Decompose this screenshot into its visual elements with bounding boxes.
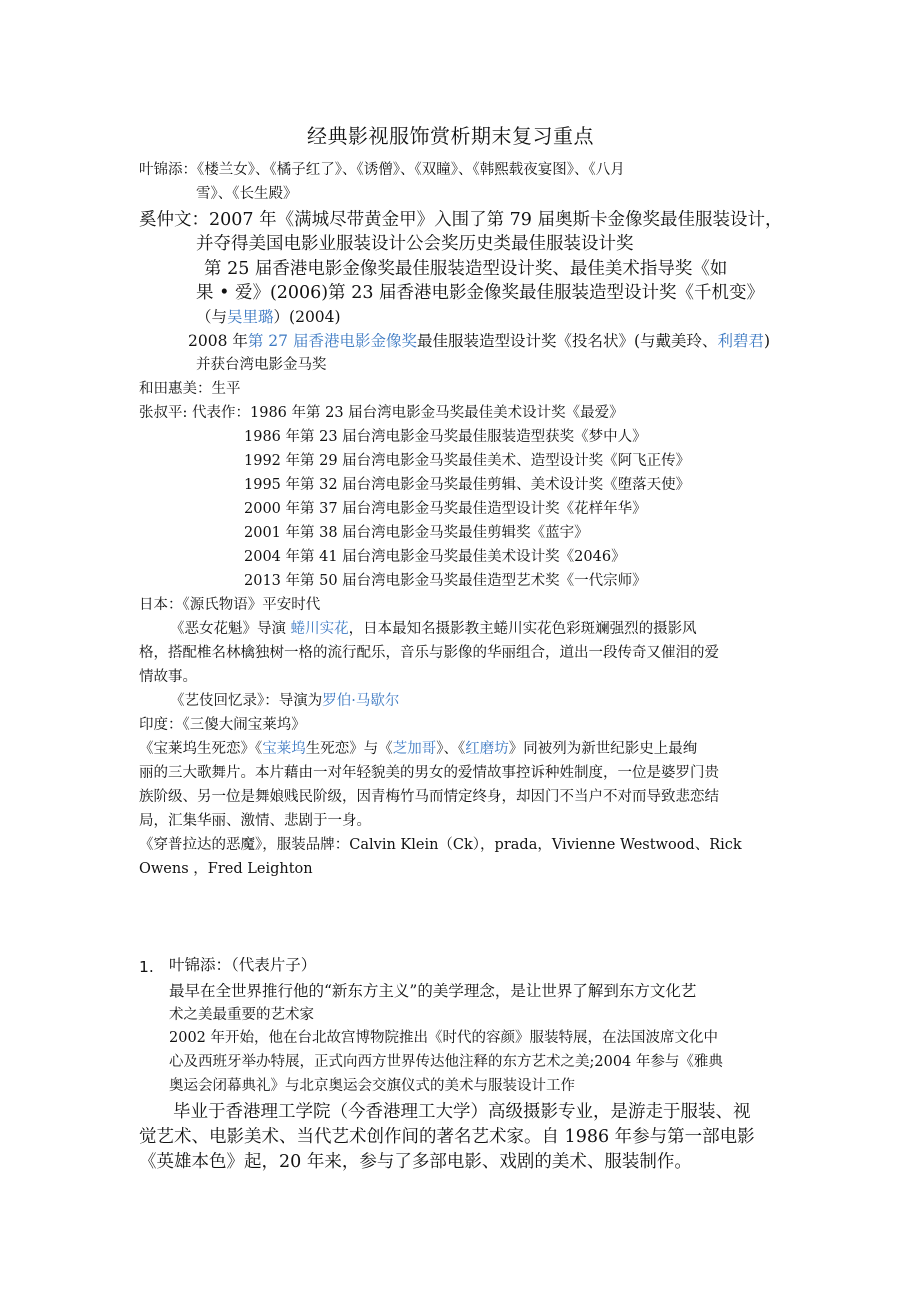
bollywood-text-c: 》、《 bbox=[436, 741, 466, 757]
wu-lilu-link[interactable]: 吴里璐 bbox=[227, 308, 274, 326]
geisha-line bbox=[170, 694, 399, 709]
bollywood-para-line-2: 丽的三大歌舞片。本片藉由一对年轻貌美的男女的爱情故事控诉种姓制度，一位是婆罗门贵 bbox=[139, 765, 719, 781]
bio-line-3: 《英雄本色》起，20 年来，参与了多部电影、戏剧的美术、服装制作。 bbox=[139, 1152, 692, 1172]
xi-line-5 bbox=[196, 310, 341, 326]
india-line: 印度：《三傻大闹宝莱坞》 bbox=[139, 717, 306, 733]
moulin-rouge-link[interactable]: 红磨坊 bbox=[465, 741, 509, 757]
bollywood-text-d: 》同被列为新世纪影史上最绚 bbox=[508, 741, 698, 757]
xi-line-5-text-a: （与 bbox=[196, 308, 228, 326]
item-1-para-2: 术之美最重要的艺术家 bbox=[169, 1007, 314, 1023]
item-1-para-5: 奥运会闭幕典礼》与北京奥运会交旗仪式的美术与服装设计工作 bbox=[169, 1078, 575, 1094]
zhang-line-3: 1995 年第 32 届台湾电影金马奖最佳剪辑、美术设计奖《堕落天使》 bbox=[244, 477, 691, 493]
devil-prada-line-1: 《穿普拉达的恶魔》，服装品牌：Calvin Klein（Ck），prada，Vivienne Westwood、Rick bbox=[139, 837, 742, 853]
li-bijun-link[interactable]: 利碧君 bbox=[717, 332, 765, 350]
xi-line-4: 果 • 爱》(2006)第 23 届香港电影金像奖最佳服装造型设计奖《千机变》 bbox=[196, 283, 765, 303]
japan-para-text-b: ，日本最知名摄影教主蜷川实花色彩斑斓强烈的摄影风 bbox=[348, 621, 697, 637]
chicago-link[interactable]: 芝加哥 bbox=[392, 741, 437, 757]
japan-para-line-3: 情故事。 bbox=[139, 669, 197, 685]
hk-film-awards-link[interactable]: 第 27 届香港电影金像奖 bbox=[247, 332, 417, 350]
geisha-text: 《艺伎回忆录》：导演为 bbox=[170, 693, 323, 709]
bio-line-2: 觉艺术、电影美术、当代艺术创作间的著名艺术家。自 1986 年参与第一部电影 bbox=[139, 1127, 755, 1147]
page-title: 经典影视服饰赏析期末复习重点 bbox=[307, 124, 594, 148]
xi-line-6-text-a: 2008 年 bbox=[188, 332, 248, 350]
item-1-heading: 叶锦添：（代表片子） bbox=[169, 956, 317, 974]
bollywood-para-line-3: 族阶级、另一位是舞娘贱民阶级，因青梅竹马而情定终身，却因门不当户不对而导致悲恋结 bbox=[139, 789, 719, 805]
zhang-line-6: 2004 年第 41 届台湾电影金马奖最佳美术设计奖《2046》 bbox=[244, 549, 626, 565]
zhang-line-4: 2000 年第 37 届台湾电影金马奖最佳造型设计奖《花样年华》 bbox=[244, 501, 647, 517]
zhang-line-1: 1986 年第 23 届台湾电影金马奖最佳服装造型获奖《梦中人》 bbox=[244, 429, 647, 445]
japan-para-line-2: 格，搭配椎名林檎独树一格的流行配乐，音乐与影像的华丽组合，道出一段传奇又催泪的爱 bbox=[139, 645, 719, 661]
item-1-para-1: 最早在全世界推行他的“新东方主义”的美学理念，是让世界了解到东方文化艺 bbox=[169, 982, 697, 1000]
zhang-line-5: 2001 年第 38 届台湾电影金马奖最佳剪辑奖《蓝宇》 bbox=[244, 525, 589, 541]
japan-para-line-1 bbox=[170, 622, 697, 637]
ye-works-line-1: 叶锦添：《楼兰女》、《橘子红了》、《诱僧》、《双瞳》、《韩熙载夜宴图》、《八月 bbox=[139, 162, 625, 178]
item-1-para-4: 心及西班牙举办特展，正式向西方世界传达他注释的东方艺术之美;2004 年参与《雅典 bbox=[169, 1054, 723, 1070]
xi-line-6-text-c: ) bbox=[764, 332, 771, 350]
xi-line-5-text-b: ）(2004) bbox=[273, 308, 341, 326]
japan-line: 日本：《源氏物语》平安时代 bbox=[139, 597, 321, 613]
japan-para-text-a: 《恶女花魁》导演 bbox=[170, 621, 291, 637]
bollywood-text-a: 《宝莱坞生死恋》《 bbox=[139, 741, 263, 757]
mika-ninagawa-link[interactable]: 蜷川实花 bbox=[290, 621, 349, 637]
bollywood-para-line-4: 局，汇集华丽、激情、悲剧于一身。 bbox=[139, 813, 371, 829]
bollywood-para-line-1 bbox=[139, 742, 697, 757]
xi-line-3: 第 25 届香港电影金像奖最佳服装造型设计奖、最佳美术指导奖《如 bbox=[204, 259, 728, 279]
bollywood-text-b: 生死恋》与《 bbox=[305, 741, 393, 757]
ye-works-line-2: 雪》、《长生殿》 bbox=[196, 186, 298, 202]
rob-marshall-link[interactable]: 罗伯·马歇尔 bbox=[322, 693, 400, 709]
devil-prada-line-2: Owens ，Fred Leighton bbox=[139, 861, 313, 877]
bollywood-link[interactable]: 宝莱坞 bbox=[262, 741, 306, 757]
xi-line-2: 并夺得美国电影业服装设计公会奖历史类最佳服装设计奖 bbox=[196, 234, 634, 254]
list-number-1: 1. bbox=[139, 958, 154, 976]
zhang-line-7: 2013 年第 50 届台湾电影金马奖最佳造型艺术奖《一代宗师》 bbox=[244, 573, 647, 589]
zhang-line-0: 张叔平: 代表作：1986 年第 23 届台湾电影金马奖最佳美术设计奖《最爱》 bbox=[139, 405, 624, 421]
item-1-para-3: 2002 年开始，他在台北故宫博物院推出《时代的容颜》服装特展，在法国波席文化中 bbox=[169, 1030, 719, 1046]
xi-line-6-text-b: 最佳服装造型设计奖《投名状》(与戴美玲、 bbox=[416, 332, 718, 350]
zhang-line-2: 1992 年第 29 届台湾电影金马奖最佳美术、造型设计奖《阿飞正传》 bbox=[244, 453, 691, 469]
xi-line-6 bbox=[188, 334, 770, 350]
wada-line: 和田惠美：生平 bbox=[139, 381, 241, 397]
xi-line-7: 并获台湾电影金马奖 bbox=[196, 357, 327, 373]
bio-line-1: 毕业于香港理工学院（今香港理工大学）高级摄影专业，是游走于服装、视 bbox=[173, 1102, 751, 1122]
xi-line-1: 奚仲文：2007 年《满城尽带黄金甲》入围了第 79 届奥斯卡金像奖最佳服装设计， bbox=[139, 210, 783, 230]
